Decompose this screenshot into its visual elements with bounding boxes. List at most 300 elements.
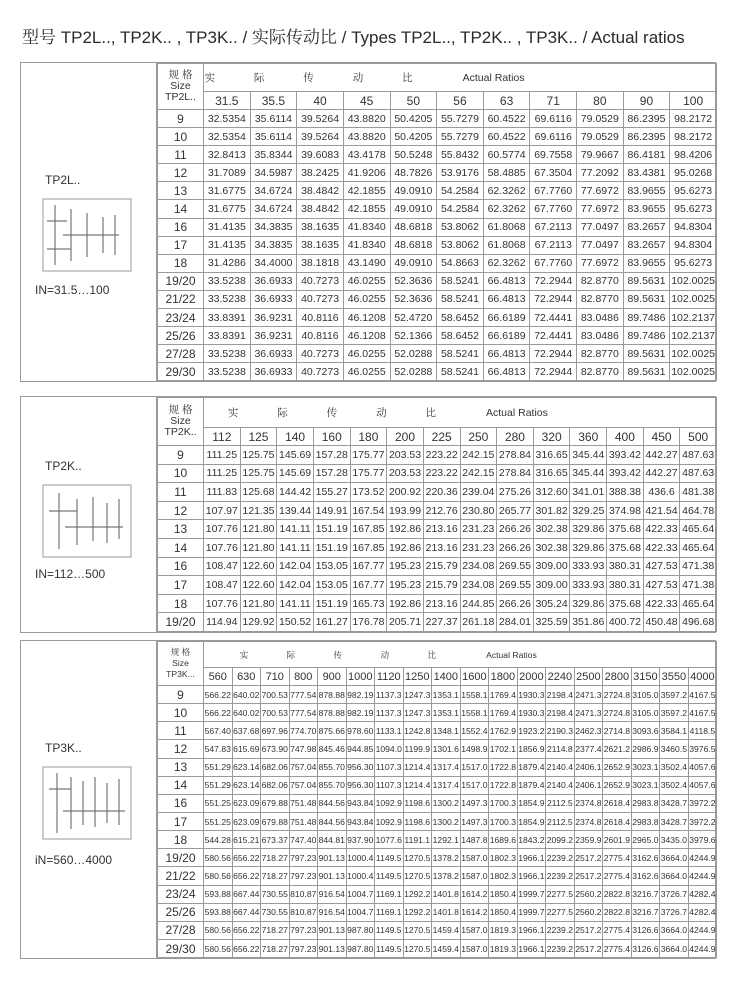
value-cell: 301.82 xyxy=(533,501,570,520)
value-cell: 278.84 xyxy=(497,446,534,465)
value-cell: 2198.4 xyxy=(546,686,575,704)
value-cell: 139.44 xyxy=(277,501,314,520)
value-cell: 329.25 xyxy=(570,501,607,520)
value-cell: 4244.9 xyxy=(688,939,717,957)
value-cell: 145.69 xyxy=(277,464,314,483)
value-cell: 878.88 xyxy=(318,704,347,722)
value-cell: 1378.2 xyxy=(432,849,461,867)
value-cell: 173.52 xyxy=(350,483,387,502)
table-row xyxy=(158,464,717,483)
value-cell: 62.3262 xyxy=(483,200,530,218)
value-cell: 1966.1 xyxy=(517,921,546,939)
size-cell: 17 xyxy=(158,576,204,595)
value-cell: 1614.2 xyxy=(460,885,489,903)
value-cell: 89.5631 xyxy=(623,272,670,290)
value-cell: 89.7486 xyxy=(623,327,670,345)
value-cell: 1558.1 xyxy=(460,686,489,704)
value-cell: 374.98 xyxy=(607,501,644,520)
size-cell: 25/26 xyxy=(158,903,204,921)
value-cell: 1092.9 xyxy=(375,812,404,830)
value-cell: 4244.9 xyxy=(688,849,717,867)
value-cell: 422.33 xyxy=(643,538,680,557)
value-cell: 95.6273 xyxy=(670,254,717,272)
size-cell: 12 xyxy=(158,740,204,758)
value-cell: 2239.2 xyxy=(546,867,575,885)
value-cell: 161.27 xyxy=(313,613,350,632)
table-row xyxy=(158,704,717,722)
value-cell: 3979.6 xyxy=(688,831,717,849)
value-cell: 107.76 xyxy=(204,520,241,539)
value-cell: 39.6083 xyxy=(297,146,344,164)
ratio-header-cell: 630 xyxy=(232,668,261,686)
value-cell: 1169.1 xyxy=(375,903,404,921)
table-row xyxy=(158,520,717,539)
value-cell: 1137.3 xyxy=(375,704,404,722)
value-cell: 36.9231 xyxy=(250,327,297,345)
value-cell: 2277.5 xyxy=(546,903,575,921)
value-cell: 1769.4 xyxy=(489,704,518,722)
value-cell: 3597.2 xyxy=(660,686,689,704)
cn-header: 实 际 传 动 比 xyxy=(204,64,437,92)
value-cell: 46.0255 xyxy=(343,363,390,381)
value-cell: 55.7279 xyxy=(437,110,484,128)
value-cell: 72.4441 xyxy=(530,309,577,327)
value-cell: 43.8820 xyxy=(343,128,390,146)
value-cell: 53.8062 xyxy=(437,218,484,236)
value-cell: 1004.7 xyxy=(346,903,375,921)
size-cell: 9 xyxy=(158,686,204,704)
table-row xyxy=(158,903,717,921)
value-cell: 1762.9 xyxy=(489,722,518,740)
size-cell: 16 xyxy=(158,218,204,236)
page-title: 型号 TP2L.., TP2K.. , TP3K.. / 实际传动比 / Types TP2L.., TP2K.. , TP3K.. / Actual ratios xyxy=(22,28,685,47)
value-cell: 1198.6 xyxy=(403,794,432,812)
value-cell: 151.19 xyxy=(313,538,350,557)
value-cell: 60.5774 xyxy=(483,146,530,164)
size-cell: 13 xyxy=(158,520,204,539)
value-cell: 66.6189 xyxy=(483,309,530,327)
value-cell: 33.5238 xyxy=(204,290,251,308)
value-cell: 66.4813 xyxy=(483,290,530,308)
size-cell: 27/28 xyxy=(158,921,204,939)
value-cell: 3460.5 xyxy=(660,740,689,758)
value-cell: 2406.1 xyxy=(574,758,603,776)
value-cell: 312.60 xyxy=(533,483,570,502)
size-cell: 18 xyxy=(158,254,204,272)
value-cell: 1301.6 xyxy=(432,740,461,758)
value-cell: 640.02 xyxy=(232,704,261,722)
size-cell: 12 xyxy=(158,164,204,182)
value-cell: 176.78 xyxy=(350,613,387,632)
size-header-line: Size xyxy=(170,80,191,92)
table-row xyxy=(158,501,717,520)
ratio-header-cell: 1600 xyxy=(460,668,489,686)
value-cell: 265.77 xyxy=(497,501,534,520)
value-cell: 54.2584 xyxy=(437,200,484,218)
value-cell: 2471.3 xyxy=(574,704,603,722)
value-cell: 2621.2 xyxy=(603,740,632,758)
value-cell: 102.0025 xyxy=(670,272,717,290)
value-cell: 52.0288 xyxy=(390,345,437,363)
value-cell: 3126.6 xyxy=(631,939,660,957)
value-cell: 40.8116 xyxy=(297,327,344,345)
value-cell: 2517.2 xyxy=(574,849,603,867)
size-header xyxy=(158,64,204,110)
value-cell: 4057.6 xyxy=(688,776,717,794)
value-cell: 31.6775 xyxy=(204,200,251,218)
value-cell: 3502.4 xyxy=(660,758,689,776)
ratio-header-cell: 63 xyxy=(483,92,530,110)
value-cell: 2239.2 xyxy=(546,939,575,957)
value-cell: 375.68 xyxy=(607,594,644,613)
size-cell: 14 xyxy=(158,538,204,557)
value-cell: 1270.5 xyxy=(403,921,432,939)
value-cell: 165.73 xyxy=(350,594,387,613)
ratio-header-cell: 450 xyxy=(643,428,680,446)
size-cell: 9 xyxy=(158,446,204,465)
value-cell: 2190.3 xyxy=(546,722,575,740)
value-cell: 234.08 xyxy=(460,557,497,576)
value-cell: 46.0255 xyxy=(343,290,390,308)
value-cell: 1587.0 xyxy=(460,849,489,867)
value-cell: 82.8770 xyxy=(577,363,624,381)
value-cell: 2652.9 xyxy=(603,776,632,794)
value-cell: 393.42 xyxy=(607,464,644,483)
value-cell: 1149.5 xyxy=(375,921,404,939)
value-cell: 269.55 xyxy=(497,576,534,595)
value-cell: 982.19 xyxy=(346,704,375,722)
table-row xyxy=(158,867,717,885)
value-cell: 77.6972 xyxy=(577,182,624,200)
value-cell: 67.7760 xyxy=(530,254,577,272)
value-cell: 673.37 xyxy=(261,831,290,849)
table-row xyxy=(158,327,717,345)
ratio-header-cell: 90 xyxy=(623,92,670,110)
value-cell: 305.24 xyxy=(533,594,570,613)
value-cell: 54.2584 xyxy=(437,182,484,200)
value-cell: 39.5264 xyxy=(297,110,344,128)
value-cell: 679.88 xyxy=(261,812,290,830)
value-cell: 697.96 xyxy=(261,722,290,740)
value-cell: 35.6114 xyxy=(250,128,297,146)
value-cell: 3105.0 xyxy=(631,686,660,704)
value-cell: 943.84 xyxy=(346,812,375,830)
value-cell: 1191.1 xyxy=(403,831,432,849)
value-cell: 615.69 xyxy=(232,740,261,758)
table-row xyxy=(158,849,717,867)
en-header: Actual Ratios xyxy=(437,64,717,92)
value-cell: 36.6933 xyxy=(250,363,297,381)
value-cell: 3428.7 xyxy=(660,812,689,830)
value-cell: 2140.4 xyxy=(546,758,575,776)
value-cell: 1247.3 xyxy=(403,704,432,722)
value-cell: 2277.5 xyxy=(546,885,575,903)
table-row xyxy=(158,236,717,254)
value-cell: 66.4813 xyxy=(483,363,530,381)
value-cell: 309.00 xyxy=(533,576,570,595)
value-cell: 730.55 xyxy=(261,885,290,903)
value-cell: 33.5238 xyxy=(204,363,251,381)
value-cell: 48.6818 xyxy=(390,218,437,236)
value-cell: 46.1208 xyxy=(343,309,390,327)
value-cell: 2462.3 xyxy=(574,722,603,740)
ratio-header-cell: 35.5 xyxy=(250,92,297,110)
value-cell: 1487.8 xyxy=(460,831,489,849)
table-row xyxy=(158,290,717,308)
value-cell: 55.8432 xyxy=(437,146,484,164)
value-cell: 3976.5 xyxy=(688,740,717,758)
value-cell: 34.6724 xyxy=(250,200,297,218)
value-cell: 98.2172 xyxy=(670,110,717,128)
value-cell: 1558.1 xyxy=(460,704,489,722)
value-cell: 227.37 xyxy=(423,613,460,632)
value-cell: 810.87 xyxy=(289,885,318,903)
value-cell: 83.4381 xyxy=(623,164,670,182)
value-cell: 3584.1 xyxy=(660,722,689,740)
ratio-header-cell: 56 xyxy=(437,92,484,110)
size-cell: 16 xyxy=(158,557,204,576)
value-cell: 62.3262 xyxy=(483,182,530,200)
value-cell: 95.0268 xyxy=(670,164,717,182)
value-cell: 1966.1 xyxy=(517,849,546,867)
value-cell: 193.99 xyxy=(387,501,424,520)
value-cell: 1802.3 xyxy=(489,867,518,885)
value-cell: 3972.2 xyxy=(688,794,717,812)
value-cell: 987.80 xyxy=(346,921,375,939)
value-cell: 223.22 xyxy=(423,464,460,483)
value-cell: 481.38 xyxy=(680,483,717,502)
size-header-line: Size xyxy=(172,658,189,668)
value-cell: 98.4206 xyxy=(670,146,717,164)
ratio-header-cell: 2240 xyxy=(546,668,575,686)
ratio-header-cell: 250 xyxy=(460,428,497,446)
ratio-header-cell: 1250 xyxy=(403,668,432,686)
value-cell: 40.7273 xyxy=(297,290,344,308)
value-cell: 41.8340 xyxy=(343,236,390,254)
table-row xyxy=(158,776,717,794)
value-cell: 4118.5 xyxy=(688,722,717,740)
value-cell: 77.6972 xyxy=(577,254,624,272)
value-cell: 1094.0 xyxy=(375,740,404,758)
value-cell: 316.65 xyxy=(533,446,570,465)
value-cell: 682.06 xyxy=(261,776,290,794)
ratio-header-cell: 3150 xyxy=(631,668,660,686)
value-cell: 72.2944 xyxy=(530,345,577,363)
value-cell: 1879.4 xyxy=(517,758,546,776)
value-cell: 3972.2 xyxy=(688,812,717,830)
value-cell: 67.7760 xyxy=(530,182,577,200)
table-row xyxy=(158,812,717,830)
value-cell: 77.6972 xyxy=(577,200,624,218)
value-cell: 1317.4 xyxy=(432,758,461,776)
size-cell: 29/30 xyxy=(158,363,204,381)
value-cell: 43.4178 xyxy=(343,146,390,164)
value-cell: 53.8062 xyxy=(437,236,484,254)
value-cell: 667.44 xyxy=(232,903,261,921)
value-cell: 1459.4 xyxy=(432,939,461,957)
table-row xyxy=(158,939,717,957)
value-cell: 121.80 xyxy=(240,538,277,557)
cn-header: 实 际 传 动 比 xyxy=(204,398,461,428)
size-cell: 14 xyxy=(158,200,204,218)
value-cell: 157.28 xyxy=(313,464,350,483)
value-cell: 747.98 xyxy=(289,740,318,758)
value-cell: 3664.0 xyxy=(660,849,689,867)
value-cell: 58.5241 xyxy=(437,363,484,381)
en-header: Actual Ratios xyxy=(460,642,717,668)
value-cell: 150.52 xyxy=(277,613,314,632)
ratio-header-cell: 40 xyxy=(297,92,344,110)
size-header-line: 规 格 xyxy=(168,69,193,81)
ratio-header-cell: 280 xyxy=(497,428,534,446)
value-cell: 122.60 xyxy=(240,576,277,595)
value-cell: 1270.5 xyxy=(403,939,432,957)
value-cell: 82.8770 xyxy=(577,272,624,290)
value-cell: 464.78 xyxy=(680,501,717,520)
table-row xyxy=(158,483,717,502)
value-cell: 380.31 xyxy=(607,576,644,595)
value-cell: 50.4205 xyxy=(390,110,437,128)
ratio-header-cell: 50 xyxy=(390,92,437,110)
value-cell: 1856.9 xyxy=(517,740,546,758)
value-cell: 82.8770 xyxy=(577,345,624,363)
value-cell: 656.22 xyxy=(232,849,261,867)
ratio-header-cell: 3550 xyxy=(660,668,689,686)
value-cell: 77.2092 xyxy=(577,164,624,182)
value-cell: 3597.2 xyxy=(660,704,689,722)
value-cell: 192.86 xyxy=(387,538,424,557)
value-cell: 107.76 xyxy=(204,594,241,613)
value-cell: 1149.5 xyxy=(375,849,404,867)
value-cell: 151.19 xyxy=(313,594,350,613)
value-cell: 1722.8 xyxy=(489,758,518,776)
table-row xyxy=(158,182,717,200)
value-cell: 1169.1 xyxy=(375,885,404,903)
value-cell: 1517.0 xyxy=(460,776,489,794)
value-cell: 593.88 xyxy=(204,885,233,903)
size-cell: 25/26 xyxy=(158,327,204,345)
table-row xyxy=(158,921,717,939)
value-cell: 1930.3 xyxy=(517,704,546,722)
value-cell: 380.31 xyxy=(607,557,644,576)
value-cell: 203.53 xyxy=(387,446,424,465)
value-cell: 3162.6 xyxy=(631,867,660,885)
value-cell: 2112.5 xyxy=(546,812,575,830)
value-cell: 2359.9 xyxy=(574,831,603,849)
value-cell: 141.11 xyxy=(277,538,314,557)
value-cell: 3664.0 xyxy=(660,921,689,939)
size-cell: 23/24 xyxy=(158,885,204,903)
value-cell: 77.0497 xyxy=(577,218,624,236)
value-cell: 345.44 xyxy=(570,446,607,465)
size-cell: 18 xyxy=(158,594,204,613)
value-cell: 79.9667 xyxy=(577,146,624,164)
value-cell: 718.27 xyxy=(261,939,290,957)
value-cell: 58.6452 xyxy=(437,309,484,327)
value-cell: 49.0910 xyxy=(390,182,437,200)
value-cell: 844.81 xyxy=(318,831,347,849)
value-cell: 593.88 xyxy=(204,903,233,921)
range-label: iN=560…4000 xyxy=(35,853,113,867)
value-cell: 34.5987 xyxy=(250,164,297,182)
value-cell: 58.6452 xyxy=(437,327,484,345)
value-cell: 844.56 xyxy=(318,794,347,812)
value-cell: 46.1208 xyxy=(343,327,390,345)
size-cell: 29/30 xyxy=(158,939,204,957)
value-cell: 1214.4 xyxy=(403,758,432,776)
table-row xyxy=(158,538,717,557)
value-cell: 623.14 xyxy=(232,776,261,794)
value-cell: 94.8304 xyxy=(670,218,717,236)
value-cell: 471.38 xyxy=(680,557,717,576)
value-cell: 38.1818 xyxy=(297,254,344,272)
value-cell: 2560.2 xyxy=(574,903,603,921)
value-cell: 46.0255 xyxy=(343,272,390,290)
gear-diagram-icon xyxy=(37,195,137,275)
value-cell: 810.87 xyxy=(289,903,318,921)
value-cell: 427.53 xyxy=(643,576,680,595)
value-cell: 388.38 xyxy=(607,483,644,502)
value-cell: 845.46 xyxy=(318,740,347,758)
table-row xyxy=(158,722,717,740)
value-cell: 1700.3 xyxy=(489,794,518,812)
value-cell: 427.53 xyxy=(643,557,680,576)
value-cell: 623.09 xyxy=(232,794,261,812)
table-block-tp3k xyxy=(20,640,716,959)
value-cell: 40.7273 xyxy=(297,363,344,381)
table-block-tp2l xyxy=(20,62,716,382)
value-cell: 3726.7 xyxy=(660,885,689,903)
value-cell: 302.38 xyxy=(533,538,570,557)
value-cell: 95.6273 xyxy=(670,182,717,200)
value-cell: 52.3636 xyxy=(390,272,437,290)
value-cell: 2775.4 xyxy=(603,867,632,885)
value-cell: 751.48 xyxy=(289,812,318,830)
value-cell: 121.80 xyxy=(240,520,277,539)
value-cell: 200.92 xyxy=(387,483,424,502)
value-cell: 551.25 xyxy=(204,812,233,830)
ratio-header-cell: 560 xyxy=(204,668,233,686)
value-cell: 1270.5 xyxy=(403,867,432,885)
value-cell: 1930.3 xyxy=(517,686,546,704)
ratio-header-cell: 900 xyxy=(318,668,347,686)
value-cell: 157.28 xyxy=(313,446,350,465)
value-cell: 266.26 xyxy=(497,594,534,613)
value-cell: 325.59 xyxy=(533,613,570,632)
value-cell: 60.4522 xyxy=(483,128,530,146)
ratio-header-cell: 2800 xyxy=(603,668,632,686)
size-cell: 14 xyxy=(158,776,204,794)
value-cell: 33.8391 xyxy=(204,309,251,327)
value-cell: 67.2113 xyxy=(530,236,577,254)
value-cell: 192.86 xyxy=(387,594,424,613)
value-cell: 141.11 xyxy=(277,594,314,613)
value-cell: 1300.2 xyxy=(432,794,461,812)
value-cell: 102.0025 xyxy=(670,290,717,308)
value-cell: 855.70 xyxy=(318,758,347,776)
value-cell: 175.77 xyxy=(350,464,387,483)
value-cell: 242.15 xyxy=(460,464,497,483)
value-cell: 72.2944 xyxy=(530,363,577,381)
value-cell: 108.47 xyxy=(204,557,241,576)
value-cell: 901.13 xyxy=(318,921,347,939)
value-cell: 151.19 xyxy=(313,520,350,539)
value-cell: 916.54 xyxy=(318,885,347,903)
value-cell: 102.0025 xyxy=(670,345,717,363)
value-cell: 213.16 xyxy=(423,520,460,539)
value-cell: 341.01 xyxy=(570,483,607,502)
value-cell: 69.6116 xyxy=(530,110,577,128)
